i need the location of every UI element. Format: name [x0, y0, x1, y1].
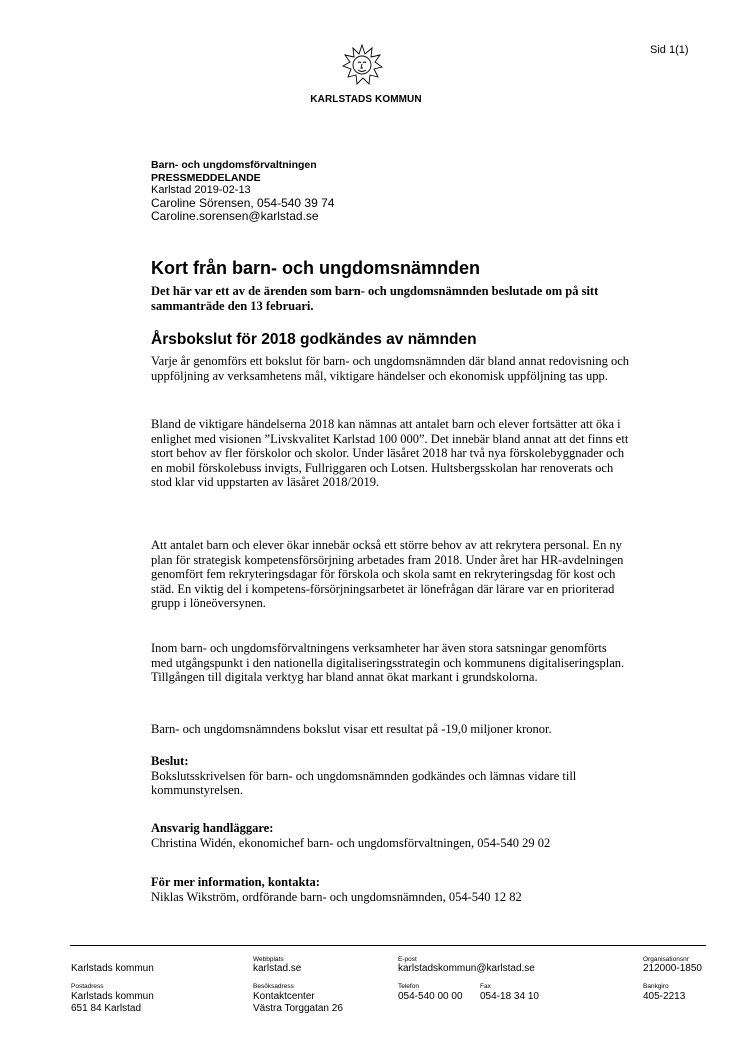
date: Karlstad 2019-02-13	[151, 184, 251, 197]
footer-phone-value: 054-540 00 00	[398, 991, 463, 1002]
footer-fax-label: Fax	[480, 983, 491, 990]
paragraph-5: Barn- och ungdomsnämndens bokslut visar ett resultat på -19,0 miljoner kronor.	[151, 722, 552, 736]
more-info-block	[151, 875, 631, 904]
decision-block	[151, 754, 631, 798]
officer-text: Christina Widén, ekonomichef barn- och ungdomsförvaltningen, 054-540 29 02	[151, 835, 551, 850]
logo-name: KARLSTADS KOMMUN	[310, 94, 422, 105]
decision-label: Beslut:	[151, 754, 189, 768]
footer-giro-label: Bankgiro	[643, 983, 669, 990]
letterhead	[151, 159, 591, 223]
footer-email-value: karlstadskommun@karlstad.se	[398, 963, 535, 974]
page-number: Sid 1(1)	[650, 44, 689, 56]
footer-org-name: Karlstads kommun	[71, 963, 154, 974]
footer-email-label: E-post	[398, 956, 417, 963]
paragraph-4: Inom barn- och ungdomsförvaltningens verksamheter har även stora satsningar genomförts med utgångspunkt i den nationella digitaliseringsstrategin och kommunens digitaliseringsplan. Tillgången till digitala verktyg har bland annat ökat markant i grundskolorna.	[151, 641, 625, 684]
paragraph-1: Varje år genomförs ett bokslut för barn- och ungdomsnämnden där bland annat redovisning och uppföljning av verksamhetens mål, viktigare händelser och ekonomisk uppföljning tas upp.	[151, 354, 629, 383]
department: Barn- och ungdomsförvaltningen	[151, 159, 317, 171]
footer-fax-value: 054-18 34 10	[480, 991, 539, 1002]
footer-visit-line1: Kontaktcenter	[253, 991, 315, 1002]
more-info-text: Niklas Wikström, ordförande barn- och ungdomsnämnden, 054-540 12 82	[151, 889, 522, 904]
section-title: Årsbokslut för 2018 godkändes av nämnden	[151, 331, 477, 348]
footer-visit-line2: Västra Torggatan 26	[253, 1003, 343, 1014]
sun-logo-icon	[341, 44, 383, 86]
footer-divider	[70, 945, 706, 946]
footer-web-value: karlstad.se	[253, 963, 302, 974]
contact-email: Caroline.sorensen@karlstad.se	[151, 208, 319, 223]
footer-orgnr-value: 212000-1850	[643, 963, 702, 974]
footer-giro-value: 405-2213	[643, 991, 686, 1002]
footer-postal-line1: Karlstads kommun	[71, 991, 154, 1002]
more-info-label: För mer information, kontakta:	[151, 875, 320, 889]
officer-block	[151, 821, 631, 850]
decision-text: Bokslutsskrivelsen för barn- och ungdomsnämnden godkändes och lämnas vidare till kommunstyrelsen.	[151, 768, 577, 797]
footer-phone-label: Telefon	[398, 983, 419, 990]
contact-name: Caroline Sörensen, 054-540 39 74	[151, 195, 335, 210]
footer-orgnr-label: Organisationsnr	[643, 956, 689, 963]
footer-visit-label: Besöksadress	[253, 983, 294, 990]
footer-postal-line2: 651 84 Karlstad	[71, 1003, 142, 1014]
doc-type: PRESSMEDDELANDE	[151, 171, 261, 184]
lead-paragraph: Det här var ett av de ärenden som barn- och ungdomsnämnden beslutade om på sitt sammanträde den 13 februari.	[151, 284, 599, 313]
paragraph-2: Bland de viktigare händelserna 2018 kan nämnas att antalet barn och elever fortsätter att öka i enlighet med visionen ”Livskvalitet Karlstad 100 000”. Det innebär bland annat att det finns ett stort behov av fler förskolor och skolor. Under läsåret 2018 har två nya förskolebyggnader och en mobil förskolebuss invigts, Fullriggaren och Lotsen. Hultsbergsskolan har renoverats och stod klar vid uppstarten av läsåret 2018/2019.	[151, 417, 629, 489]
main-title: Kort från barn- och ungdomsnämnden	[151, 258, 481, 278]
footer-postal-label: Postadress	[71, 983, 104, 990]
footer-web-label: Webbplats	[253, 956, 284, 963]
paragraph-3: Att antalet barn och elever ökar innebär också ett större behov av att rekrytera personal. En ny plan för strategisk kompetensförsörjning arbetades fram 2018. Under året har HR-avdelningen genomfört fem rekryteringsdagar för förskola och skola samt en rekryteringsdag för kost och städ. En viktig del i kompetens-försörjningsarbetet är lönefrågan där lärare var en prioriterad grupp i löneöversynen.	[151, 538, 624, 610]
officer-label: Ansvarig handläggare:	[151, 821, 274, 835]
